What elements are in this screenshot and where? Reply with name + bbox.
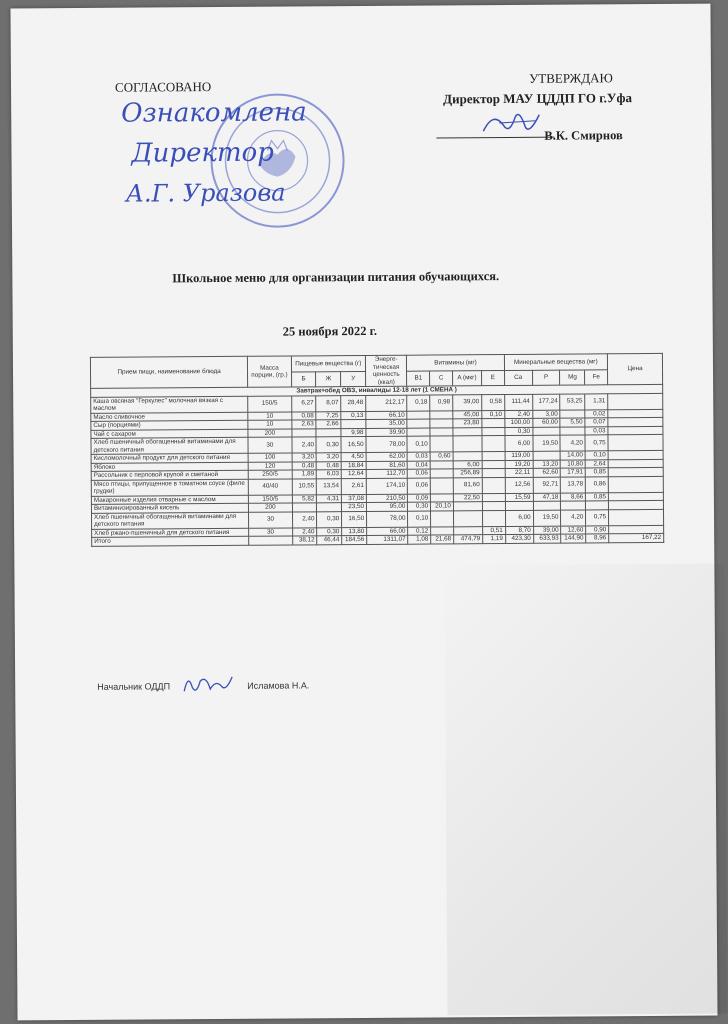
cell-e: 0,51: [482, 526, 505, 535]
cell-b1: 0,18: [407, 395, 430, 411]
cell-zh: 13,54: [317, 478, 342, 494]
cell-energy: 112,70: [366, 469, 407, 478]
cell-zh: [317, 503, 342, 512]
header-fe: Fe: [585, 369, 608, 385]
cell-mg: 12,60: [561, 525, 586, 534]
approved-label: СОГЛАСОВАНО: [114, 79, 212, 95]
cell-u: 23,50: [342, 502, 367, 511]
cell-a: 474,79: [454, 535, 483, 544]
footer-position: Начальник ОДДП: [97, 681, 171, 692]
header-mg: Mg: [560, 369, 585, 385]
cell-ca: 12,56: [505, 477, 533, 493]
cell-p: 47,18: [533, 493, 561, 502]
cell-c: 0,98: [430, 394, 453, 410]
cell-energy: 210,50: [366, 494, 407, 503]
cell-b: [292, 503, 317, 512]
cell-name: Кисломолочный продукт для детского питания: [91, 453, 248, 463]
cell-ca: 100,00: [504, 418, 532, 427]
cell-name: Чай с сахаром: [91, 429, 248, 439]
cell-c: [430, 460, 453, 469]
cell-a: 39,00: [453, 394, 482, 410]
director-title: Директор МАУ ЦДДП ГО г.Уфа: [443, 90, 632, 107]
cell-u: 13,80: [342, 527, 367, 536]
cell-c: 21,68: [431, 535, 454, 544]
cell-price: 167,22: [609, 533, 664, 542]
cell-ca: 119,00: [505, 451, 533, 460]
cell-zh: 3,20: [317, 453, 342, 462]
cell-u: 28,48: [341, 395, 366, 411]
cell-a: 6,00: [453, 460, 482, 469]
cell-b1: 0,09: [408, 494, 431, 503]
cell-ca: 22,11: [505, 468, 533, 477]
cell-u: 0,13: [341, 411, 366, 420]
cell-b1: [407, 411, 430, 420]
cell-c: [430, 436, 453, 452]
cell-energy: 174,10: [366, 478, 407, 494]
cell-b: 6,27: [291, 395, 316, 411]
cell-price: [608, 417, 663, 426]
cell-b: 2,40: [292, 527, 317, 536]
cell-b: [292, 428, 317, 437]
cell-name: Витаминизированный кисель: [91, 503, 248, 513]
cell-zh: [316, 428, 341, 437]
director-name: В.К. Смирнов: [544, 128, 623, 143]
cell-a: [454, 526, 483, 535]
cell-mass: 10: [248, 412, 291, 421]
cell-name: Сыр (порциями): [91, 420, 248, 430]
cell-price: [608, 450, 663, 459]
cell-b1: 0,06: [408, 478, 431, 494]
cell-price: [608, 492, 663, 501]
cell-name: Каша овсяная "Геркулес" молочная вязкая с маслом: [91, 396, 248, 413]
cell-mg: 53,25: [560, 393, 585, 409]
cell-e: [482, 510, 505, 526]
cell-zh: 6,03: [317, 470, 342, 479]
cell-c: [430, 410, 453, 419]
cell-p: 19,50: [533, 435, 561, 451]
cell-ca: 6,00: [505, 435, 533, 451]
cell-e: [482, 502, 505, 511]
cell-fe: 8,96: [586, 534, 609, 543]
cell-c: [431, 526, 454, 535]
cell-mass: 30: [248, 437, 292, 453]
cell-u: 9,98: [341, 428, 366, 437]
cell-mass: 100: [248, 453, 291, 462]
cell-mg: 144,90: [561, 534, 586, 543]
cell-fe: 0,03: [585, 426, 608, 435]
cell-b1: 0,10: [408, 511, 431, 527]
cell-p: 177,24: [532, 394, 560, 410]
cell-fe: 0,75: [586, 509, 609, 525]
cell-price: [608, 426, 663, 435]
cell-a: 45,00: [453, 410, 482, 419]
cell-e: [482, 460, 505, 469]
cell-p: [533, 501, 561, 510]
cell-price: [608, 409, 663, 418]
cell-b1: [407, 419, 430, 428]
cell-a: 22,50: [453, 493, 482, 502]
cell-b1: 0,03: [408, 452, 431, 461]
cell-c: [430, 419, 453, 428]
menu-table-body: [91, 384, 664, 545]
cell-fe: [586, 501, 609, 510]
cell-mass: 150/5: [248, 396, 292, 412]
cell-u: 184,56: [342, 535, 367, 544]
cell-name: Макаронные изделия отварные с маслом: [91, 495, 248, 505]
cell-b: 2,40: [292, 437, 317, 453]
cell-mass: 250/5: [248, 470, 291, 479]
cell-a: 81,60: [453, 477, 482, 493]
cell-energy: 1311,07: [367, 535, 408, 544]
cell-e: 0,10: [482, 410, 505, 419]
approval-handwriting: [119, 83, 307, 224]
cell-mg: 13,78: [561, 476, 586, 492]
cell-price: [609, 525, 664, 534]
cell-b1: 0,10: [407, 436, 430, 452]
cell-u: 2,61: [341, 478, 366, 494]
menu-title: Школьное меню для организации питания обучающихся.: [172, 269, 500, 286]
header-b: Б: [291, 371, 316, 387]
cell-mg: 4,20: [560, 435, 585, 451]
cell-a: [453, 427, 482, 436]
cell-a: [453, 452, 482, 461]
document-page: [10, 4, 717, 1021]
svg-text:Ознакомлена: Ознакомлена: [121, 97, 307, 129]
cell-mg: 10,80: [561, 459, 586, 468]
cell-ca: 111,44: [504, 394, 532, 410]
cell-c: [431, 510, 454, 526]
cell-c: [430, 477, 453, 493]
cell-mg: [560, 409, 585, 418]
cell-mass: [249, 536, 292, 545]
header-mass: Масса порции, (гр.): [248, 356, 292, 387]
cell-b: 38,12: [292, 536, 317, 545]
cell-mass: 200: [249, 503, 292, 512]
cell-name: Итого: [92, 536, 249, 546]
cell-e: [482, 477, 505, 493]
cell-u: 16,50: [341, 436, 366, 452]
cell-zh: 46,44: [317, 536, 342, 545]
header-p: P: [532, 370, 560, 386]
cell-mg: 4,20: [561, 509, 586, 525]
header-b1: B1: [407, 371, 430, 387]
cell-energy: 81,60: [366, 461, 407, 470]
cell-ca: 19,20: [505, 460, 533, 469]
header-a: A (мкг): [452, 370, 481, 386]
cell-p: [533, 451, 561, 460]
header-meal: Прием пищи, наименование блюда: [90, 356, 247, 388]
cell-mass: 200: [248, 429, 291, 438]
cell-ca: 423,30: [505, 534, 533, 543]
cell-energy: 95,00: [366, 502, 407, 511]
cell-c: 0,60: [430, 452, 453, 461]
cell-b: 1,89: [292, 470, 317, 479]
cell-b: 5,82: [292, 494, 317, 503]
cell-fe: 0,86: [586, 476, 609, 492]
cell-price: [608, 393, 663, 409]
cell-mass: 30: [249, 512, 293, 528]
header-zh: Ж: [316, 371, 341, 387]
svg-text:А.Г. Уразова: А.Г. Уразова: [125, 178, 286, 208]
cell-fe: 0,85: [586, 492, 609, 501]
cell-b: 10,55: [292, 478, 317, 494]
cell-name: Хлеб пшеничный обогащенный витаминами для детского питания: [91, 437, 248, 454]
svg-text:Директор: Директор: [131, 137, 274, 169]
header-c: C: [430, 370, 453, 386]
cell-fe: 1,31: [585, 393, 608, 409]
header-u: У: [341, 371, 366, 387]
cell-u: 12,64: [341, 469, 366, 478]
cell-fe: 0,10: [585, 451, 608, 460]
cell-b1: 1,08: [408, 535, 431, 544]
header-vitamins: Витамины (мг): [407, 355, 504, 371]
cell-zh: 7,25: [316, 411, 341, 420]
cell-p: 633,93: [533, 534, 561, 543]
paper-shadow: [444, 563, 727, 1015]
cell-e: 1,19: [483, 535, 506, 544]
cell-mass: 120: [248, 462, 291, 471]
cell-c: 20,10: [431, 502, 454, 511]
cell-b1: [407, 428, 430, 437]
cell-c: [431, 493, 454, 502]
cell-zh: 4,31: [317, 494, 342, 503]
cell-a: [453, 510, 482, 526]
cell-p: [532, 427, 560, 436]
section-title: Завтрак+обед ОВЗ, инвалиды 12-18 лет (1 СМЕНА ): [91, 384, 663, 396]
cell-energy: 78,00: [367, 511, 408, 527]
cell-energy: 62,00: [366, 452, 407, 461]
cell-mg: [561, 501, 586, 510]
cell-p: 13,20: [533, 460, 561, 469]
cell-ca: 2,40: [504, 410, 532, 419]
cell-b: 0,08: [291, 411, 316, 420]
cell-u: 4,50: [341, 452, 366, 461]
cell-energy: 212,17: [366, 395, 407, 411]
header-nutrients: Пищевые вещества (г): [291, 355, 366, 371]
cell-mass: 150/5: [249, 495, 292, 504]
cell-mg: 5,50: [560, 418, 585, 427]
cell-e: [482, 469, 505, 478]
header-minerals: Минеральные вещества (мг): [504, 354, 608, 370]
cell-u: [341, 419, 366, 428]
header-ca: Ca: [504, 370, 532, 386]
cell-energy: 35,00: [366, 419, 407, 428]
cell-b: 3,20: [292, 453, 317, 462]
cell-zh: 2,66: [316, 420, 341, 429]
cell-name: Хлеб пшеничный обогащенный витаминами для детского питания: [91, 512, 248, 529]
cell-name: Яблоко: [91, 462, 248, 472]
cell-mass: 40/40: [248, 479, 292, 495]
cell-c: [430, 427, 453, 436]
cell-mg: 17,91: [561, 468, 586, 477]
cell-b: 2,63: [291, 420, 316, 429]
cell-price: [609, 509, 664, 525]
cell-ca: 8,70: [505, 526, 533, 535]
cell-fe: 0,85: [585, 468, 608, 477]
cell-ca: 6,00: [505, 510, 533, 526]
cell-p: 19,50: [533, 510, 561, 526]
cell-zh: 0,30: [317, 511, 342, 527]
cell-mass: 10: [248, 420, 291, 429]
cell-p: 92,71: [533, 477, 561, 493]
header-price: Цена: [607, 353, 662, 384]
cell-energy: 66,00: [367, 527, 408, 536]
cell-e: [482, 419, 505, 428]
cell-e: [482, 493, 505, 502]
cell-fe: 2,64: [585, 459, 608, 468]
cell-p: 3,00: [532, 410, 560, 419]
menu-table: [90, 353, 664, 546]
cell-price: [608, 467, 663, 476]
cell-b1: 0,06: [408, 469, 431, 478]
cell-a: [453, 502, 482, 511]
footer-name: Исламова Н.А.: [247, 680, 310, 691]
cell-b: 0,48: [292, 461, 317, 470]
cell-price: [608, 434, 663, 450]
cell-price: [608, 459, 663, 468]
cell-e: [482, 452, 505, 461]
cell-b: 2,40: [292, 511, 317, 527]
cell-p: 60,00: [532, 418, 560, 427]
cell-a: 256,89: [453, 469, 482, 478]
cell-a: [453, 436, 482, 452]
cell-zh: 0,30: [317, 527, 342, 536]
cell-e: 0,58: [482, 394, 505, 410]
cell-name: Хлеб ржано-пшеничный для детского питания: [92, 528, 249, 538]
cell-zh: 0,48: [317, 461, 342, 470]
cell-u: 37,08: [342, 494, 367, 503]
menu-date: 25 ноября 2022 г.: [282, 323, 378, 339]
cell-price: [609, 500, 664, 509]
header-e: E: [481, 370, 504, 386]
cell-mg: 14,00: [561, 451, 586, 460]
cell-ca: [505, 501, 533, 510]
cell-p: 39,00: [533, 526, 561, 535]
cell-e: [482, 436, 505, 452]
cell-e: [482, 427, 505, 436]
cell-name: Мясо птицы, припущенное в томатном соусе (филе грудки): [91, 479, 248, 496]
cell-mg: 8,66: [561, 492, 586, 501]
footer: [97, 680, 310, 692]
cell-ca: 0,30: [505, 427, 533, 436]
cell-b1: 0,12: [408, 527, 431, 536]
cell-energy: 78,00: [366, 436, 407, 452]
cell-mg: [560, 426, 585, 435]
cell-mass: 30: [249, 528, 292, 537]
cell-fe: 0,07: [585, 418, 608, 427]
cell-u: 16,50: [342, 511, 367, 527]
cell-fe: 0,90: [586, 525, 609, 534]
cell-zh: 8,07: [316, 395, 341, 411]
cell-energy: 39,90: [366, 428, 407, 437]
cell-energy: 66,10: [366, 411, 407, 420]
cell-ca: 15,59: [505, 493, 533, 502]
cell-b1: 0,04: [408, 461, 431, 470]
confirm-label: УТВЕРЖДАЮ: [529, 70, 613, 86]
footer-signature: [180, 671, 236, 697]
cell-fe: 0,02: [585, 409, 608, 418]
cell-a: 23,80: [453, 419, 482, 428]
director-signature: [479, 105, 549, 141]
cell-fe: 0,75: [585, 435, 608, 451]
cell-p: 62,60: [533, 468, 561, 477]
cell-name: Масло сливочное: [91, 412, 248, 422]
header-energy: Энерге-тическая ценность (ккал): [365, 355, 407, 386]
cell-c: [430, 469, 453, 478]
cell-b1: 0,30: [408, 502, 431, 511]
cell-price: [608, 476, 663, 492]
cell-u: 18,84: [341, 461, 366, 470]
cell-zh: 0,30: [316, 437, 341, 453]
cell-name: Рассольник с перловой крупой и сметаной: [91, 470, 248, 480]
